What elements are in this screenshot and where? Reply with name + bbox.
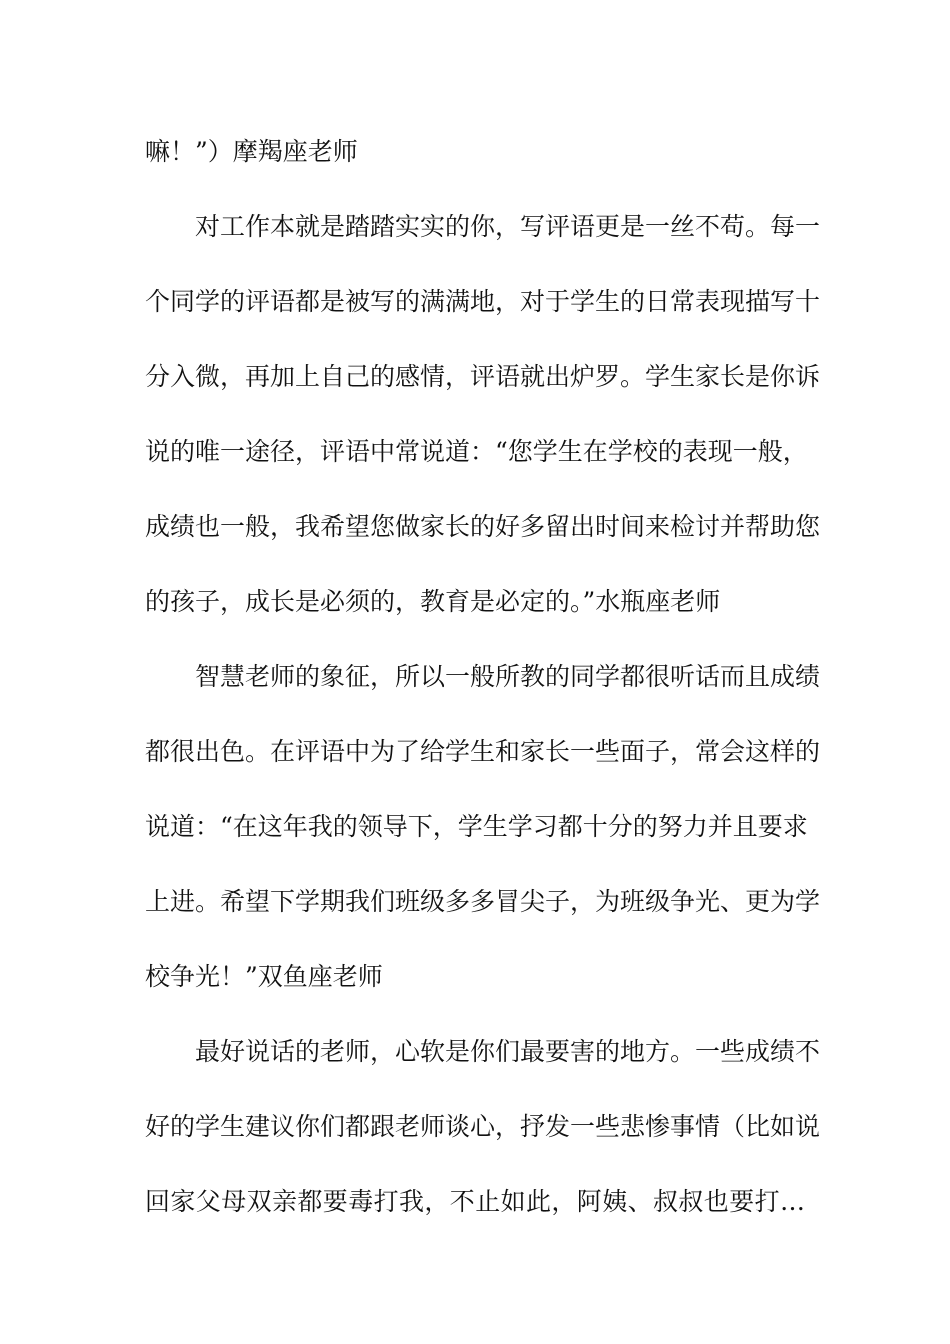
text-line-7: 的孩子，成长是必须的，教育是必定的。”水瓶座老师 bbox=[145, 587, 721, 616]
text-line-4: 分入微，再加上自己的感情，评语就出炉罗。学生家长是你诉 bbox=[145, 362, 821, 391]
text-line-10: 说道：“在这年我的领导下，学生学习都十分的努力并且要求 bbox=[145, 812, 808, 841]
text-line-3: 个同学的评语都是被写的满满地，对于学生的日常表现描写十 bbox=[145, 287, 821, 316]
text-line-5: 说的唯一途径，评语中常说道：“您学生在学校的表现一般， bbox=[145, 437, 808, 466]
paragraph-start-line-8: 智慧老师的象征，所以一般所教的同学都很听话而且成绩 bbox=[195, 662, 821, 691]
text-line-12: 校争光！”双鱼座老师 bbox=[145, 962, 383, 991]
text-line-11: 上进。希望下学期我们班级多多冒尖子，为班级争光、更为学 bbox=[145, 887, 821, 916]
text-line-14: 好的学生建议你们都跟老师谈心，抒发一些悲惨事情（比如说 bbox=[145, 1112, 821, 1141]
text-line-15: 回家父母双亲都要毒打我，不止如此，阿姨、叔叔也要打… bbox=[145, 1187, 805, 1216]
text-line-9: 都很出色。在评语中为了给学生和家长一些面子，常会这样的 bbox=[145, 737, 821, 766]
text-line-1: 嘛！”）摩羯座老师 bbox=[145, 137, 358, 166]
paragraph-start-line-2: 对工作本就是踏踏实实的你，写评语更是一丝不苟。每一 bbox=[195, 212, 821, 241]
text-line-6: 成绩也一般，我希望您做家长的好多留出时间来检讨并帮助您 bbox=[145, 512, 821, 541]
paragraph-start-line-13: 最好说话的老师，心软是你们最要害的地方。一些成绩不 bbox=[195, 1037, 821, 1066]
